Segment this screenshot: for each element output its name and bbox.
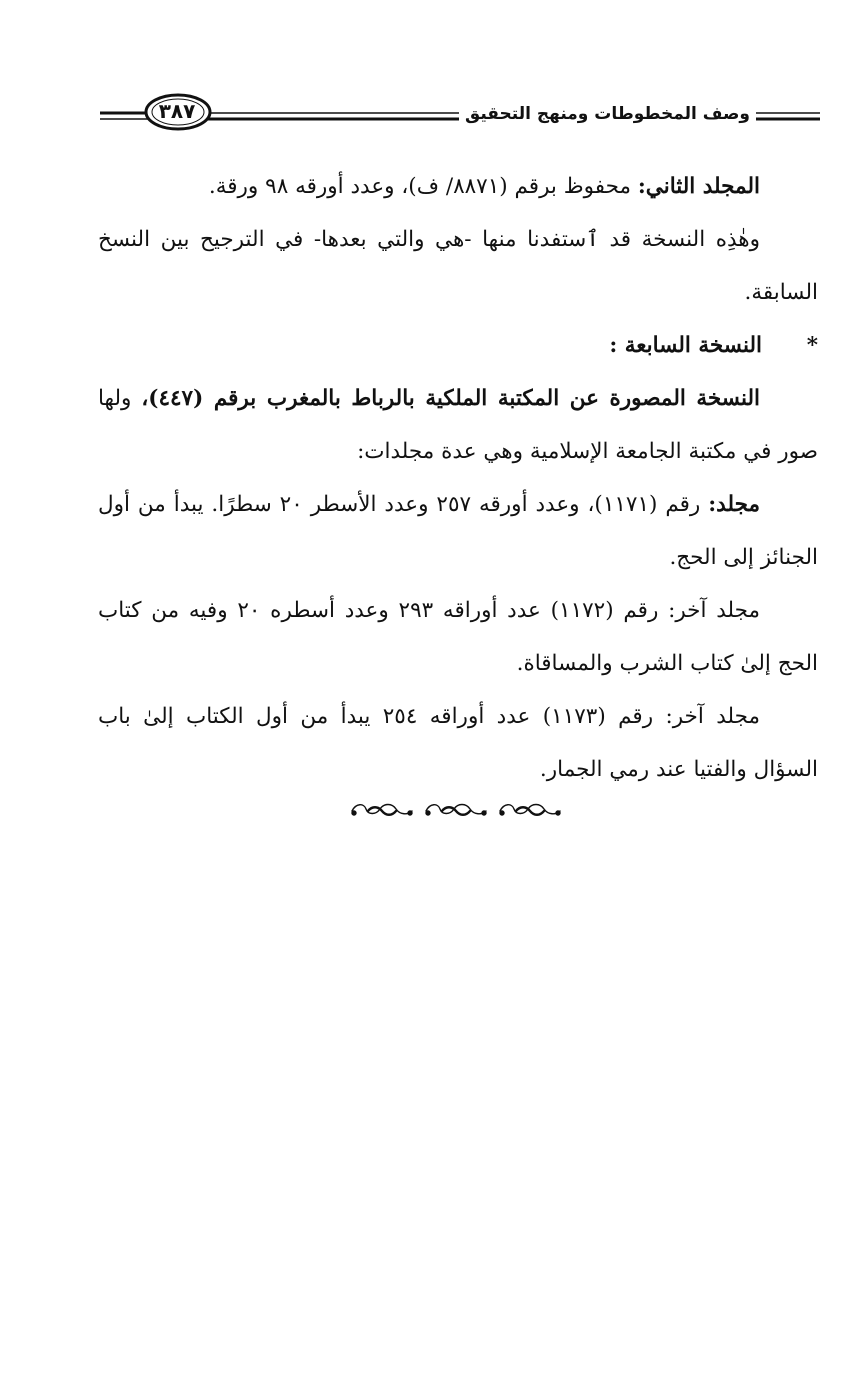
volume-1172-text: مجلد آخر: رقم (١١٧٢) عدد أوراقه ٢٩٣ وعدد أسطره ٢٠ وفيه من كتاب الحج إلىٰ كتاب الشرب والمساقاة. bbox=[98, 598, 818, 676]
paragraph-usage-note bbox=[98, 213, 818, 319]
paragraph-volume-two bbox=[98, 160, 818, 213]
paragraph-volume-1171 bbox=[98, 478, 818, 584]
closing-ornament-icon bbox=[348, 800, 570, 822]
paragraph-volume-1173 bbox=[98, 690, 818, 796]
seventh-copy-bold-text: النسخة المصورة عن المكتبة الملكية بالرباط بالمغرب برقم (٤٤٧)، bbox=[141, 386, 760, 411]
volume-two-text: محفوظ برقم (٨٨٧١/ ف)، وعدد أورقه ٩٨ ورقة. bbox=[208, 174, 632, 199]
section-heading bbox=[98, 319, 818, 372]
usage-note-text: وهٰذِه النسخة قد ٱستفدنا منها -هي والتي بعدها- في الترجيح بين النسخ السابقة. bbox=[98, 227, 818, 305]
running-title: وصف المخطوطات ومنهج التحقيق bbox=[459, 102, 756, 126]
volume-1173-text: مجلد آخر: رقم (١١٧٣) عدد أوراقه ٢٥٤ يبدأ من أول الكتاب إلىٰ باب السؤال والفتيا عند رمي الجمار. bbox=[98, 704, 818, 782]
paragraph-seventh-copy bbox=[98, 372, 818, 478]
page-header bbox=[100, 92, 820, 142]
paragraph-volume-1172 bbox=[98, 584, 818, 690]
heading-star: * bbox=[806, 333, 818, 358]
page-number: ٣٨٧ bbox=[158, 99, 196, 123]
heading-text: النسخة السابعة : bbox=[609, 333, 762, 358]
volume-1171-text: رقم (١١٧١)، وعدد أورقه ٢٥٧ وعدد الأسطر ٢٠ سطرًا. يبدأ من أول الجنائز إلى الحج. bbox=[98, 492, 818, 570]
volume-label: مجلد: bbox=[708, 492, 760, 517]
seventh-copy-text: ولها صور في مكتبة الجامعة الإسلامية وهي عدة مجلدات: bbox=[98, 386, 818, 464]
volume-two-label: المجلد الثاني: bbox=[637, 174, 760, 199]
page-content bbox=[98, 160, 818, 796]
